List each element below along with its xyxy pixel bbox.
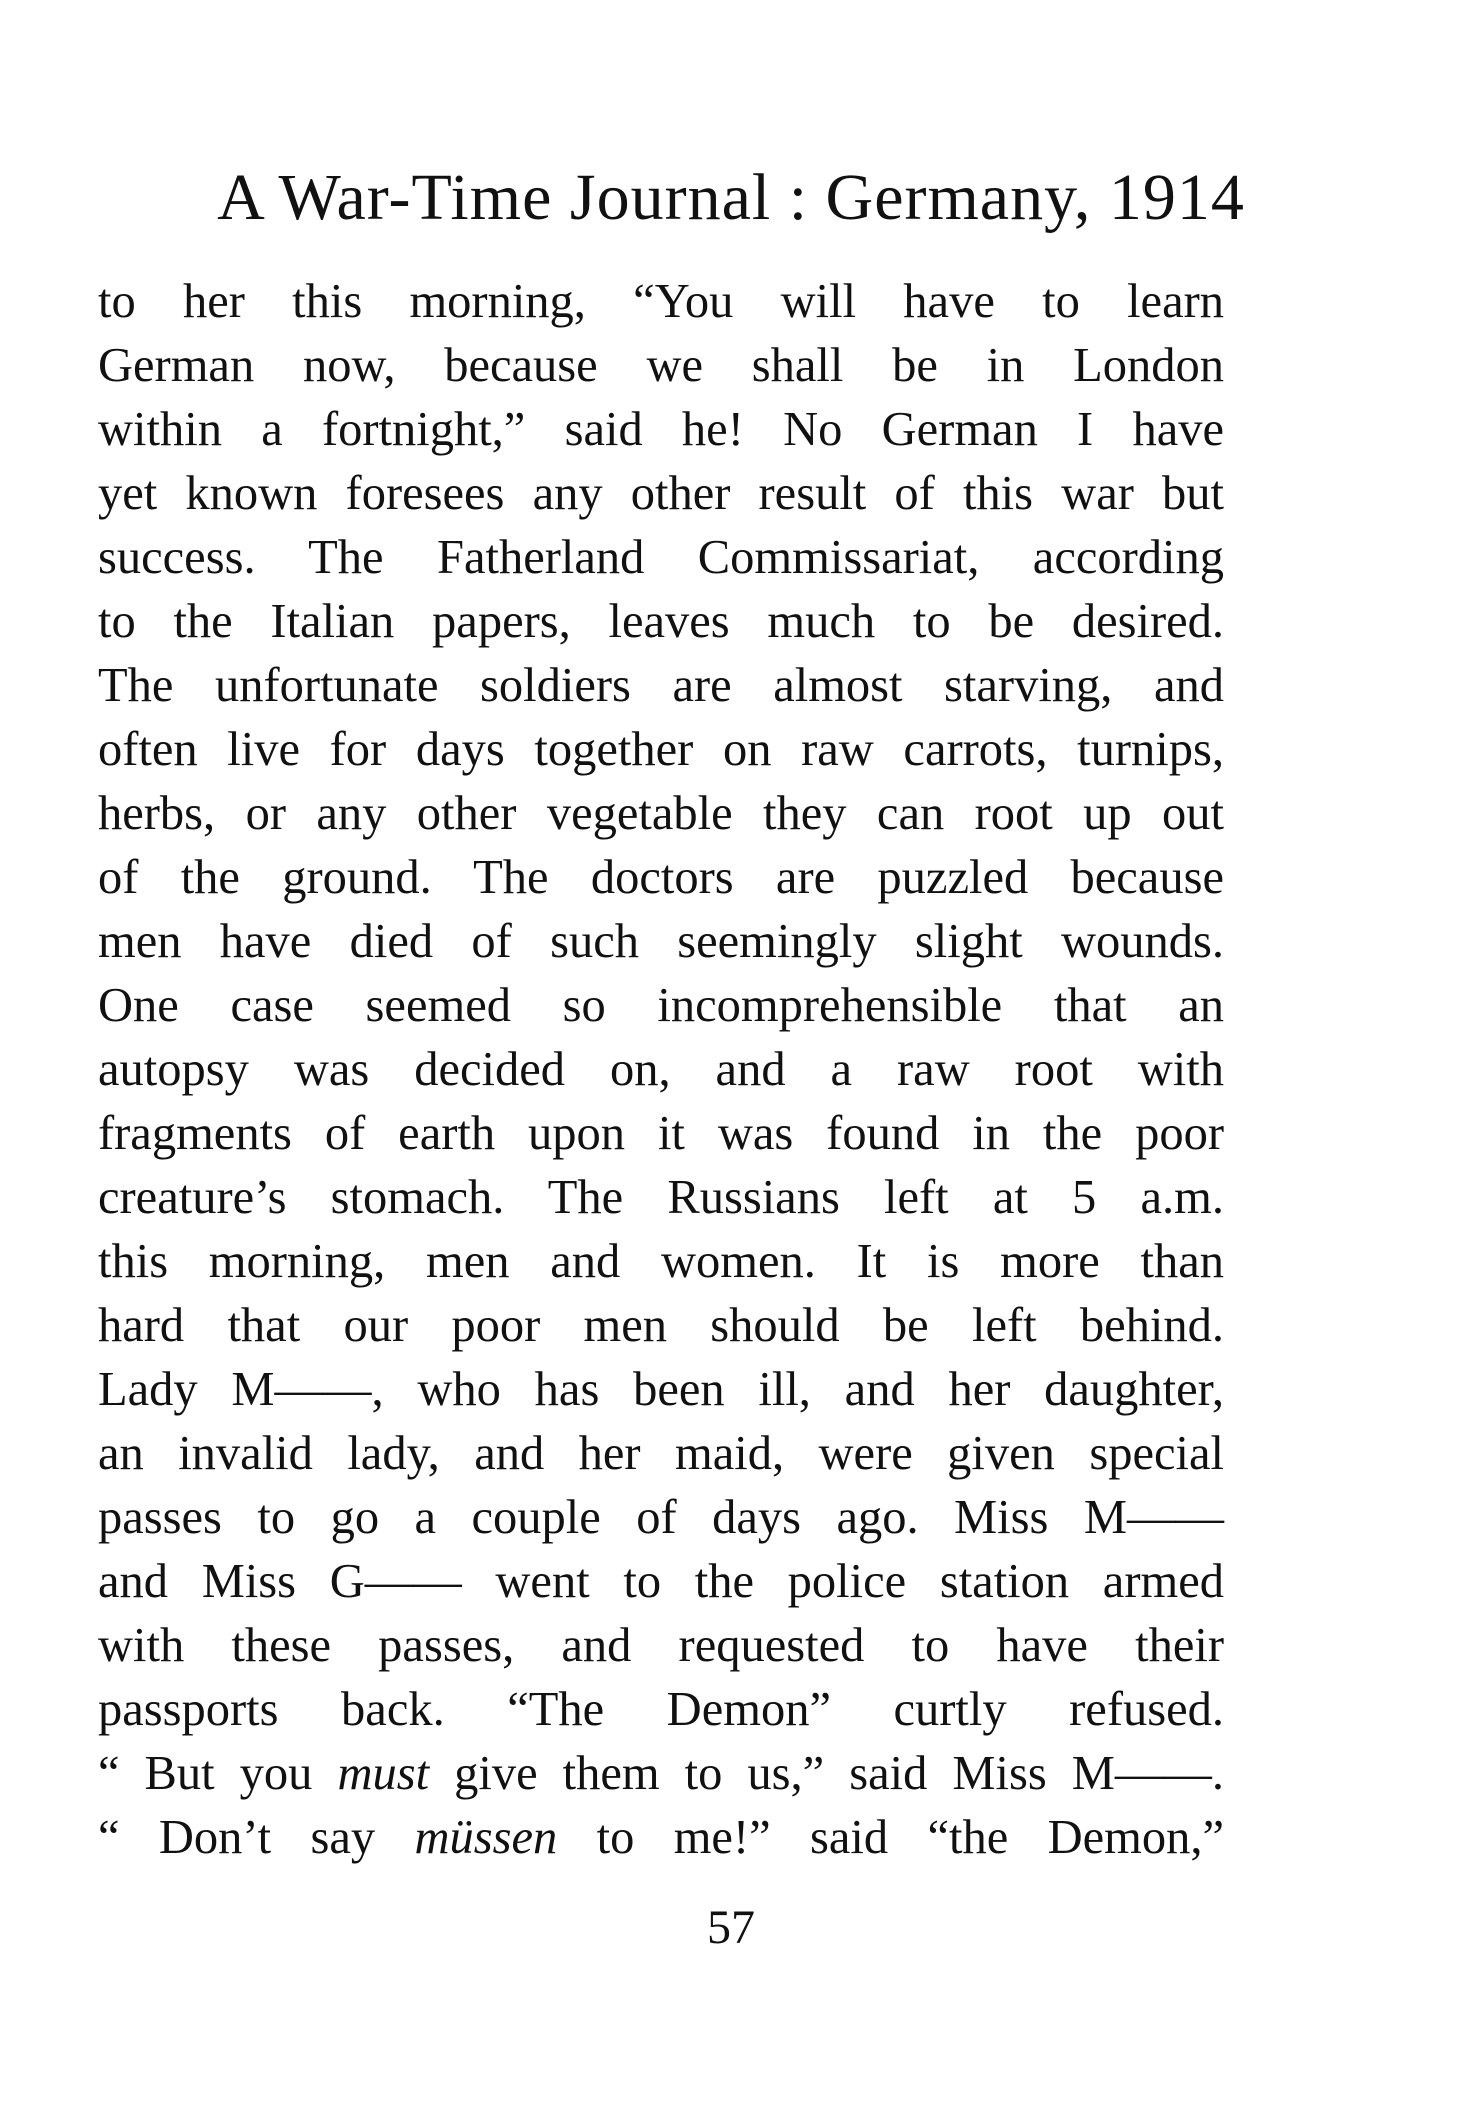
text-line: to the Italian papers, leaves much to be desired.: [98, 595, 1224, 648]
text-line: and Miss G—— went to the police station armed: [98, 1555, 1224, 1608]
text-line: yet known foresees any other result of this war but: [98, 467, 1224, 520]
running-head-title: A War-Time Journal : Germany, 1914: [217, 161, 1245, 234]
text-line: with these passes, and requested to have their: [98, 1619, 1224, 1672]
text-line: The unfortunate soldiers are almost starving, and: [98, 659, 1224, 712]
body-text: [98, 270, 1224, 1870]
text-line: this morning, men and women. It is more than: [98, 1235, 1224, 1288]
text-line: success. The Fatherland Commissariat, according: [98, 531, 1224, 584]
text-line: hard that our poor men should be left behind.: [98, 1299, 1224, 1352]
text-fragment: to me!” said “the Demon,”: [557, 1811, 1224, 1864]
text-line: herbs, or any other vegetable they can root up out: [98, 787, 1224, 840]
text-line: to her this morning, “You will have to learn: [98, 275, 1224, 328]
page-number: 57: [707, 1901, 755, 1954]
text-line: an invalid lady, and her maid, were given special: [98, 1427, 1224, 1480]
text-line: German now, because we shall be in London: [98, 339, 1224, 392]
text-line: passes to go a couple of days ago. Miss M——: [98, 1491, 1224, 1544]
text-line-with-emphasis: [98, 1742, 1224, 1806]
text-fragment: “ Don’t say: [98, 1811, 415, 1864]
text-line: autopsy was decided on, and a raw root with: [98, 1043, 1224, 1096]
text-line: creature’s stomach. The Russians left at 5 a.m.: [98, 1171, 1224, 1224]
text-line: men have died of such seemingly slight wounds.: [98, 915, 1224, 968]
text-line: One case seemed so incomprehensible that an: [98, 979, 1224, 1032]
text-line: within a fortnight,” said he! No German I have: [98, 403, 1224, 456]
text-line: Lady M——, who has been ill, and her daughter,: [98, 1363, 1224, 1416]
text-fragment: give them to us,” said Miss M——.: [429, 1747, 1224, 1800]
text-line: fragments of earth upon it was found in the poor: [98, 1107, 1224, 1160]
text-fragment: “ But you: [98, 1747, 338, 1800]
text-line: passports back. “The Demon” curtly refused.: [98, 1683, 1224, 1736]
text-line-with-emphasis: [98, 1806, 1224, 1870]
text-line: often live for days together on raw carrots, turnips,: [98, 723, 1224, 776]
text-line: of the ground. The doctors are puzzled because: [98, 851, 1224, 904]
emphasis-word: müssen: [414, 1811, 558, 1864]
emphasis-word: must: [337, 1747, 430, 1800]
